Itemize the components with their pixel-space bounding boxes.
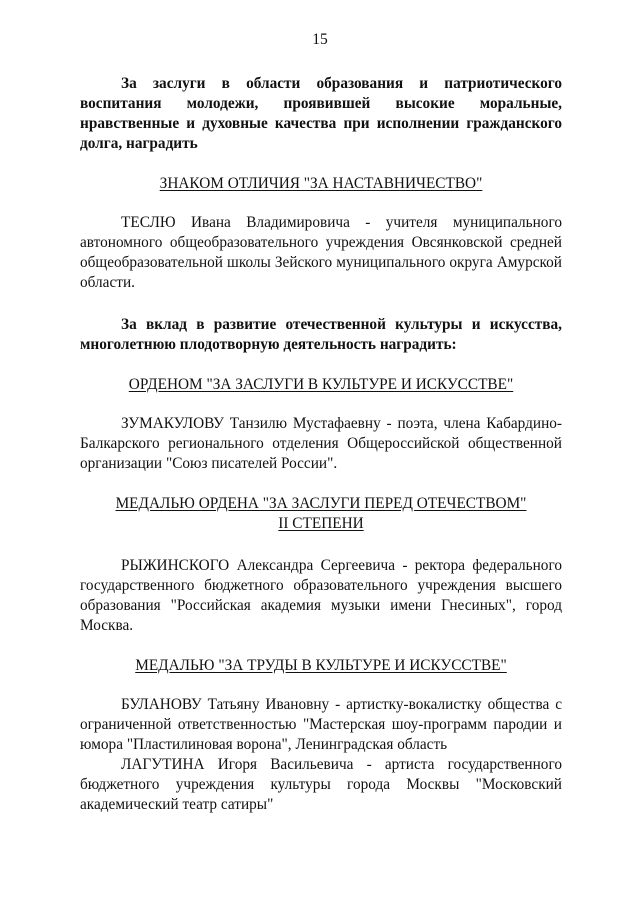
document-body (80, 74, 562, 815)
award-recipient-zumakulova: ЗУМАКУЛОВУ Танзилю Мустафаевну - поэта, члена Кабардино-Балкарского регионального отделения Общероссийской общественной организации "Союз писателей России". (80, 415, 562, 472)
award-recipient-bulanova: БУЛАНОВУ Татьяну Ивановну - артистку-вокалистку общества с ограниченной ответственностью "Мастерская шоу-программ пародии и юмора "Пластилиновая ворона", Ленинградская область (80, 696, 562, 753)
award-intro-education: За заслуги в области образования и патриотического воспитания молодежи, проявившей высокие моральные, нравственные и духовные качества при исполнении гражданского долга, наградить (80, 75, 562, 152)
page-number: 15 (312, 31, 328, 48)
award-heading-order-culture: ОРДЕНОМ "ЗА ЗАСЛУГИ В КУЛЬТУРЕ И ИСКУССТВЕ" (128, 376, 514, 393)
award-heading-medal-fatherland: МЕДАЛЬЮ ОРДЕНА "ЗА ЗАСЛУГИ ПЕРЕД ОТЕЧЕСТВОМ" (115, 495, 527, 512)
award-recipient-lagutin: ЛАГУТИНА Игоря Васильевича - артиста государственного бюджетного учреждения культуры города Москвы "Московский академический театр сатиры" (80, 756, 562, 813)
award-recipient-teslyu: ТЕСЛЮ Ивана Владимировича - учителя муниципального автономного общеобразовательного учреждения Овсянковской средней общеобразовательной школы Зейского муниципального округа Амурской области. (80, 214, 562, 291)
award-heading-mentorship: ЗНАКОМ ОТЛИЧИЯ "ЗА НАСТАВНИЧЕСТВО" (159, 175, 483, 192)
award-intro-culture: За вклад в развитие отечественной культуры и искусства, многолетнюю плодотворную деятельность наградить: (80, 316, 562, 353)
award-heading-medal-culture-labor: МЕДАЛЬЮ "ЗА ТРУДЫ В КУЛЬТУРЕ И ИСКУССТВЕ" (135, 657, 507, 674)
award-heading-medal-degree: II СТЕПЕНИ (278, 515, 364, 532)
award-recipient-ryzhinsky: РЫЖИНСКОГО Александра Сергеевича - ректора федерального государственного бюджетного образовательного учреждения высшего образования "Российская академия музыки имени Гнесиных", город Москва. (80, 557, 562, 634)
